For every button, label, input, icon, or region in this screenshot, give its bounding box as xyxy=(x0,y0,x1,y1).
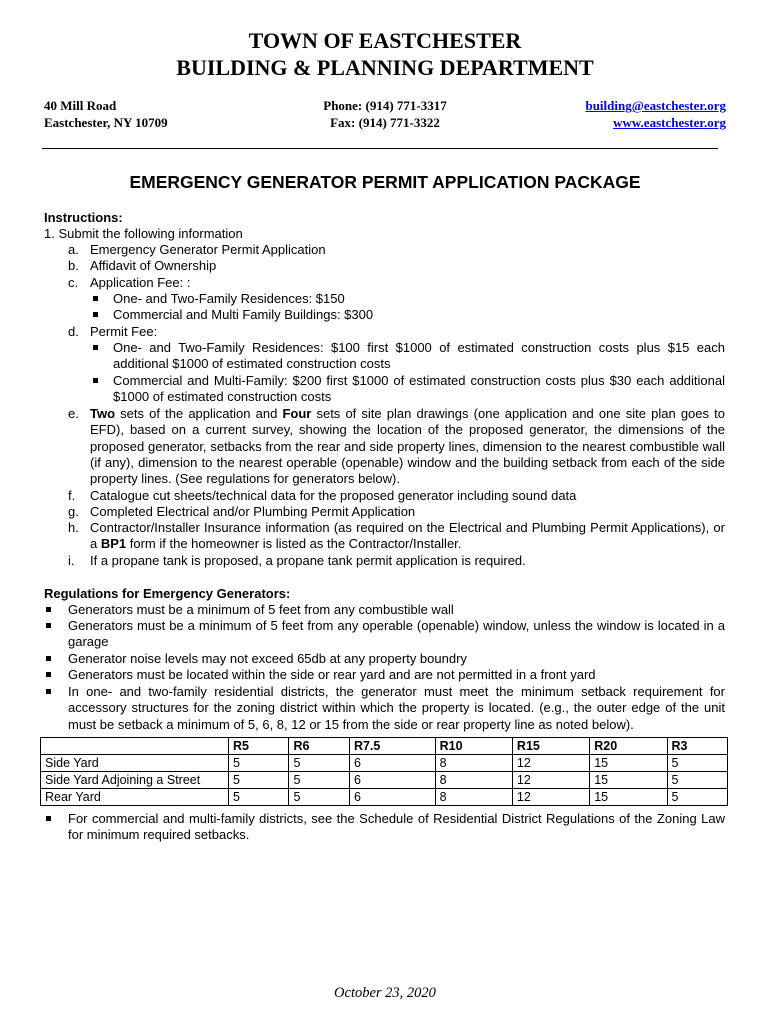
item-e-rest: sets of site plan drawings (one application and one site plan goes to EFD), based on a current survey, showing the location of the proposed generator, the dimensions of the proposed generator, setbacks from the rear and side property lines, dimension to the nearest combustible wall (if any), dimension to the nearest operable (openable) window and the building setback from each of the side property lines. (See regulations for generators below). xyxy=(90,406,725,487)
table-cell: 5 xyxy=(229,772,289,789)
table-cell: 5 xyxy=(667,772,727,789)
regulation-6: For commercial and multi-family districts, see the Schedule of Residential District Regulations of the Zoning Law for minimum required setbacks. xyxy=(68,811,725,843)
table-cell: 12 xyxy=(512,755,589,772)
document-title: EMERGENCY GENERATOR PERMIT APPLICATION PACKAGE xyxy=(129,172,641,192)
item-i: If a propane tank is proposed, a propane tank permit application is required. xyxy=(90,553,526,568)
table-cell: 5 xyxy=(289,755,349,772)
email-link[interactable]: building@eastchester.org xyxy=(585,98,726,113)
table-cell: 8 xyxy=(435,789,512,806)
row-label: Side Yard Adjoining a Street xyxy=(41,772,229,789)
item-e-mid: sets of the application and xyxy=(115,406,283,421)
table-row xyxy=(41,772,728,789)
item-h xyxy=(90,520,725,553)
table-cell: 5 xyxy=(229,755,289,772)
item-e-two: Two xyxy=(90,406,116,421)
item-b: Affidavit of Ownership xyxy=(90,258,217,273)
column-header: R7.5 xyxy=(349,738,435,755)
item-h-bp1: BP1 xyxy=(100,536,127,552)
document-date: October 23, 2020 xyxy=(334,985,436,1001)
regulations-heading: Regulations for Emergency Generators: xyxy=(44,586,291,601)
item-letter-f: f. xyxy=(68,488,76,503)
bullet-icon xyxy=(46,672,51,677)
item-e-four: Four xyxy=(282,406,312,421)
table-cell: 5 xyxy=(289,772,349,789)
address-line-1: 40 Mill Road xyxy=(44,98,117,113)
item-letter-d: d. xyxy=(68,324,79,339)
item-d-1: One- and Two-Family Residences: $100 first $1000 of estimated construction costs plus $15 each additional $1000 of estimated construction costs xyxy=(113,340,725,372)
bullet-icon xyxy=(46,816,51,821)
bullet-icon xyxy=(93,296,98,301)
website-link[interactable]: www.eastchester.org xyxy=(613,115,726,130)
regulation-5: In one- and two-family residential districts, the generator must meet the minimum setback requirement for accessory structures for the zoning district within which the property is located. (e.g., the outer edge of the unit must be setback a minimum of 5, 6, 8, 12 or 15 from the side or rear property line as noted below). xyxy=(68,684,725,732)
bullet-icon xyxy=(93,378,98,383)
table-cell: 15 xyxy=(590,789,667,806)
phone-number: Phone: (914) 771-3317 xyxy=(323,98,447,113)
table-cell: 5 xyxy=(667,789,727,806)
column-header: R6 xyxy=(289,738,349,755)
department-name: BUILDING & PLANNING DEPARTMENT xyxy=(176,55,594,80)
table-cell: 5 xyxy=(667,755,727,772)
item-f: Catalogue cut sheets/technical data for the proposed generator including sound data xyxy=(90,488,577,503)
item-letter-h: h. xyxy=(68,520,79,535)
bullet-icon xyxy=(46,607,51,612)
item-letter-i: i. xyxy=(68,553,75,568)
item-letter-g: g. xyxy=(68,504,79,519)
table-cell: 12 xyxy=(512,789,589,806)
item-c: Application Fee: : xyxy=(90,275,191,290)
setback-table xyxy=(40,737,728,806)
bullet-icon xyxy=(46,689,51,694)
column-header: R10 xyxy=(435,738,512,755)
column-header: R15 xyxy=(512,738,589,755)
table-cell: 6 xyxy=(349,755,435,772)
item-c-1: One- and Two-Family Residences: $150 xyxy=(113,291,345,306)
item-c-2: Commercial and Multi Family Buildings: $300 xyxy=(113,307,374,322)
regulation-4: Generators must be located within the side or rear yard and are not permitted in a front yard xyxy=(68,667,596,682)
bullet-icon xyxy=(93,345,98,350)
column-header: R20 xyxy=(590,738,667,755)
table-cell: 5 xyxy=(289,789,349,806)
table-row xyxy=(41,789,728,806)
column-header: R3 xyxy=(667,738,727,755)
regulation-2: Generators must be a minimum of 5 feet from any operable (openable) window, unless the window is located in a garage xyxy=(68,618,725,650)
regulation-3: Generator noise levels may not exceed 65db at any property boundry xyxy=(68,651,467,666)
table-cell: 15 xyxy=(590,755,667,772)
item-letter-e: e. xyxy=(68,406,79,421)
item-g: Completed Electrical and/or Plumbing Permit Application xyxy=(90,504,416,519)
table-corner-cell xyxy=(41,738,229,755)
item-e xyxy=(90,406,725,487)
row-label: Rear Yard xyxy=(41,789,229,806)
instructions-heading: Instructions: xyxy=(44,210,123,225)
bullet-icon xyxy=(93,312,98,317)
table-cell: 8 xyxy=(435,772,512,789)
town-name: TOWN OF EASTCHESTER xyxy=(248,28,522,53)
table-cell: 8 xyxy=(435,755,512,772)
bullet-icon xyxy=(46,623,51,628)
regulation-1: Generators must be a minimum of 5 feet from any combustible wall xyxy=(68,602,454,617)
item-d-2: Commercial and Multi-Family: $200 first $1000 of estimated construction costs plus $30 each additional $1000 of estimated construction costs xyxy=(113,373,725,405)
table-cell: 15 xyxy=(590,772,667,789)
item-letter-c: c. xyxy=(68,275,79,290)
item-a: Emergency Generator Permit Application xyxy=(90,242,326,257)
fax-number: Fax: (914) 771-3322 xyxy=(330,115,440,130)
header-divider xyxy=(42,148,718,149)
table-cell: 6 xyxy=(349,789,435,806)
table-cell: 6 xyxy=(349,772,435,789)
column-header: R5 xyxy=(229,738,289,755)
table-header-row xyxy=(41,738,728,755)
address-line-2: Eastchester, NY 10709 xyxy=(44,115,168,130)
instruction-step-1: 1. Submit the following information xyxy=(44,226,243,241)
item-h-pre: Contractor/Installer Insurance information (as required on the Electrical and Plumbing Permit Applications), or a xyxy=(90,520,725,552)
item-h-post: form if the homeowner is listed as the Contractor/Installer. xyxy=(126,536,462,552)
item-letter-a: a. xyxy=(68,242,79,257)
row-label: Side Yard xyxy=(41,755,229,772)
item-letter-b: b. xyxy=(68,258,79,273)
table-row xyxy=(41,755,728,772)
item-d: Permit Fee: xyxy=(90,324,158,339)
bullet-icon xyxy=(46,656,51,661)
table-cell: 5 xyxy=(229,789,289,806)
table-cell: 12 xyxy=(512,772,589,789)
